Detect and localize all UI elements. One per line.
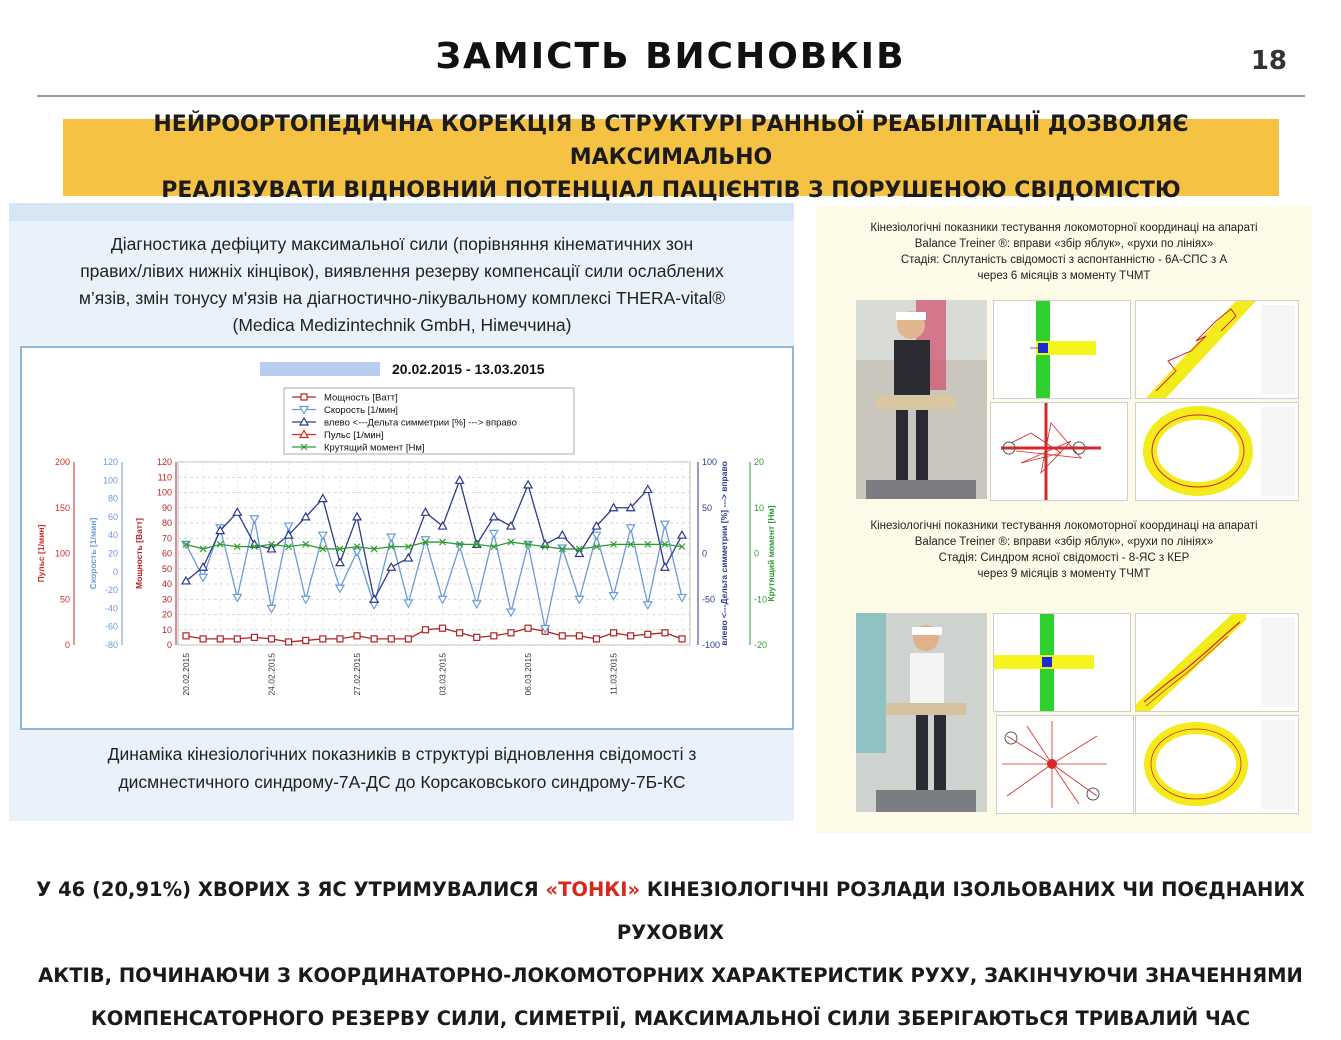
- axis-tick-label: 50: [161, 563, 172, 574]
- axis-tick-label: 100: [102, 475, 118, 486]
- apple-picking-plot-1: [990, 402, 1128, 501]
- axis-tick-label: 120: [102, 457, 118, 467]
- cross-lines-plot-1-graphic: [994, 301, 1130, 398]
- cross-lines-plot-1: [993, 300, 1131, 399]
- key-statement-banner: [63, 112, 1279, 203]
- legend-label: Пульс [1/мин]: [324, 430, 384, 441]
- data-point: [422, 627, 428, 633]
- caption-line: правих/лівих нижніх кінцівок), виявлення резерву компенсації сили ослаблених: [80, 261, 724, 281]
- chart-title: 20.02.2015 - 13.03.2015: [392, 361, 545, 377]
- x-tick-label: 24.02.2015: [266, 653, 277, 696]
- axis-tick-label: 70: [161, 533, 172, 544]
- data-point: [303, 637, 309, 643]
- caption-line: Динаміка кінезіологічних показників в структурі відновлення свідомості з: [107, 744, 697, 764]
- data-point: [217, 636, 223, 642]
- circle-plot-2-graphic: [1136, 716, 1298, 813]
- summary-text: [10, 868, 1331, 1040]
- caption-line: Кінезіологічні показники тестування локомоторної координаці на апараті: [870, 222, 1258, 234]
- axis-title: Крутящий момент [Нм]: [766, 505, 776, 602]
- data-point: [491, 633, 497, 639]
- caption-line: Стадія: Синдром ясної свідомості - 8-ЯС з КЕР: [938, 552, 1190, 564]
- axis-tick-label: -60: [104, 621, 118, 632]
- data-point: [457, 630, 463, 636]
- circle-plot-2: [1135, 715, 1299, 814]
- data-point: [405, 636, 411, 642]
- caption-line: м’язів, змін тонусу м'язів на діагностично-лікувальному комплексі THERA-vital®: [78, 288, 726, 308]
- axis-tick-label: 0: [112, 566, 118, 577]
- chart-plot-area: [36, 457, 776, 696]
- data-point: [525, 625, 531, 631]
- summary-emphasis: «ТОНКІ»: [545, 878, 641, 901]
- axis-tick-label: 30: [161, 594, 172, 605]
- axis-tick-label: 100: [54, 548, 70, 559]
- x-tick-label: 03.03.2015: [437, 653, 448, 696]
- balance-trainer-caption-1: [832, 220, 1296, 284]
- caption-line: Діагностика дефіциту максимальної сили (порівняння кінематичних зон: [110, 234, 694, 254]
- axis-tick-label: 80: [161, 518, 172, 528]
- cross-lines-plot-2: [993, 613, 1131, 712]
- thera-vital-caption: [22, 231, 782, 339]
- axis-title: Мощность [Ватт]: [134, 518, 144, 589]
- data-point: [576, 633, 582, 639]
- axis-tick-label: 200: [54, 457, 70, 467]
- data-point: [559, 633, 565, 639]
- diagonal-line-plot-2-graphic: [1136, 614, 1298, 711]
- axis-tick-label: 60: [107, 511, 118, 522]
- cross-lines-plot-2-graphic: [994, 614, 1130, 711]
- circle-plot-1-graphic: [1136, 403, 1298, 500]
- data-point: [251, 634, 257, 640]
- caption-line: дисмнестичного синдрому-7А-ДС до Корсаковського синдрому-7Б-КС: [118, 772, 686, 792]
- axis-tick-label: 20: [754, 457, 765, 467]
- balance-trainer-caption-2: [832, 518, 1296, 582]
- kinesiology-chart-frame: [20, 346, 794, 730]
- data-point: [508, 630, 514, 636]
- axis-tick-label: 20: [107, 548, 118, 559]
- axis-tick-label: 0: [754, 548, 760, 559]
- chart-title-patch: [260, 362, 380, 376]
- axis-tick-label: 80: [107, 493, 118, 504]
- diagonal-line-plot-1: [1135, 300, 1299, 399]
- data-point: [320, 636, 326, 642]
- axis-tick-label: 120: [156, 457, 172, 467]
- axis-tick-label: 10: [161, 624, 172, 635]
- page-title: ЗАМІСТЬ ВИСНОВКІВ: [435, 36, 906, 77]
- dynamics-caption: [22, 740, 782, 796]
- patient-photo-1: [856, 300, 987, 499]
- apple-picking-plot-2-graphic: [997, 716, 1133, 813]
- axis-tick-label: -80: [104, 640, 118, 650]
- circle-plot-1: [1135, 402, 1299, 501]
- axis-tick-label: -20: [104, 585, 118, 596]
- legend-label: Скорость [1/мин]: [324, 405, 398, 416]
- legend-label: Крутящий момент [Нм]: [324, 442, 425, 454]
- key-statement-line-1: НЕЙРООРТОПЕДИЧНА КОРЕКЦІЯ В СТРУКТУРІ РАННЬОЇ РЕАБІЛІТАЦІЇ ДОЗВОЛЯЄ МАКСИМАЛЬНО: [153, 112, 1189, 170]
- axis-tick-label: 40: [107, 530, 118, 541]
- data-point: [286, 639, 292, 645]
- axis-tick-label: -20: [754, 640, 768, 650]
- caption-line: Balance Treiner ®: вправи «збір яблук», «рухи по лініях»: [914, 238, 1214, 250]
- axis-tick-label: 0: [64, 640, 70, 650]
- data-point: [354, 633, 360, 639]
- diagonal-line-plot-2: [1135, 613, 1299, 712]
- data-point: [183, 633, 189, 639]
- data-point: [234, 636, 240, 642]
- caption-line: Кінезіологічні показники тестування локомоторної координаці на апараті: [870, 520, 1258, 532]
- axis-tick-label: 100: [156, 487, 172, 498]
- patient-photo-1-illustration: [856, 300, 987, 499]
- legend-label: Мощность [Ватт]: [324, 392, 398, 404]
- summary-line-1-start: У 46 (20,91%) ХВОРИХ З ЯС УТРИМУВАЛИСЯ: [36, 878, 539, 901]
- apple-picking-plot-1-graphic: [991, 403, 1127, 500]
- summary-line-2: АКТІВ, ПОЧИНАЮЧИ З КООРДИНАТОРНО-ЛОКОМОТОРНИХ ХАРАКТЕРИСТИК РУХУ, ЗАКІНЧУЮЧИ ЗНАЧЕННЯМИ: [38, 964, 1303, 987]
- axis-tick-label: -100: [702, 640, 721, 650]
- axis-title: Пульс [1/мин]: [36, 524, 46, 583]
- caption-line: (Medica Medizintechnik GmbH, Німеччина): [232, 315, 572, 335]
- summary-line-1: [10, 868, 1331, 954]
- data-point: [301, 394, 307, 400]
- axis-tick-label: 110: [157, 472, 172, 483]
- page-number: 18: [1250, 46, 1287, 76]
- x-tick-label: 11.03.2015: [608, 653, 619, 695]
- axis-tick-label: 50: [59, 594, 70, 605]
- x-tick-label: 27.02.2015: [352, 653, 363, 696]
- axis-tick-label: 150: [54, 502, 70, 513]
- axis-tick-label: -40: [104, 603, 118, 614]
- title-divider: [37, 95, 1305, 97]
- data-point: [440, 625, 446, 631]
- axis-tick-label: 100: [702, 457, 718, 467]
- caption-line: через 6 місяців з моменту ТЧМТ: [977, 270, 1151, 282]
- axis-tick-label: -10: [754, 594, 768, 605]
- kinesiology-chart: [22, 348, 792, 728]
- data-point: [200, 636, 206, 642]
- caption-line: Balance Treiner ®: вправи «збір яблук», «рухи по лініях»: [914, 536, 1214, 548]
- data-point: [337, 636, 343, 642]
- patient-photo-2-illustration: [856, 613, 987, 812]
- axis-tick-label: 50: [702, 502, 713, 513]
- patient-photo-2: [856, 613, 987, 812]
- summary-line-3: КОМПЕНСАТОРНОГО РЕЗЕРВУ СИЛИ, СИМЕТРІЇ, МАКСИМАЛЬНОЇ СИЛИ ЗБЕРІГАЮТЬСЯ ТРИВАЛИЙ ЧАС: [90, 1007, 1251, 1030]
- x-tick-label: 06.03.2015: [523, 653, 534, 696]
- data-point: [628, 633, 634, 639]
- data-point: [388, 636, 394, 642]
- plot-background: [178, 462, 690, 645]
- data-point: [474, 634, 480, 640]
- legend-label: влево <---Дельта симметрии [%] ---> вправо: [324, 417, 517, 429]
- axis-tick-label: 40: [161, 579, 172, 589]
- caption-line: через 9 місяців з моменту ТЧМТ: [977, 568, 1151, 580]
- axis-tick-label: -50: [702, 594, 716, 605]
- apple-picking-plot-2: [996, 715, 1134, 814]
- chart-legend: [284, 388, 574, 454]
- summary-line-1-end: КІНЕЗІОЛОГІЧНІ РОЗЛАДИ ІЗОЛЬОВАНИХ ЧИ ПОЄДНАНИХ РУХОВИХ: [616, 878, 1305, 944]
- caption-line: Стадія: Сплутаність свідомості з аспонтанністю - 6А-СПС з А: [900, 254, 1228, 266]
- axis-tick-label: 0: [166, 640, 172, 650]
- data-point: [371, 636, 377, 642]
- key-statement-line-2: РЕАЛІЗУВАТИ ВІДНОВНИЙ ПОТЕНЦІАЛ ПАЦІЄНТІВ З ПОРУШЕНОЮ СВІДОМІСТЮ: [161, 178, 1181, 203]
- data-point: [645, 631, 651, 637]
- diagonal-line-plot-1-graphic: [1136, 301, 1298, 398]
- axis-tick-label: 0: [702, 548, 708, 559]
- x-tick-label: 20.02.2015: [181, 653, 191, 696]
- data-point: [593, 636, 599, 642]
- axis-tick-label: 60: [161, 548, 172, 559]
- data-point: [662, 630, 668, 636]
- axis-tick-label: 90: [161, 502, 172, 513]
- axis-title: влево <---Дельта симметрии [%] ---> вправо: [719, 461, 729, 646]
- axis-tick-label: 20: [161, 609, 172, 620]
- axis-tick-label: 10: [754, 502, 765, 513]
- axis-title: Скорость [1/мин]: [88, 517, 98, 590]
- data-point: [611, 630, 617, 636]
- left-panel-strip: [9, 203, 794, 221]
- data-point: [679, 636, 685, 642]
- data-point: [269, 636, 275, 642]
